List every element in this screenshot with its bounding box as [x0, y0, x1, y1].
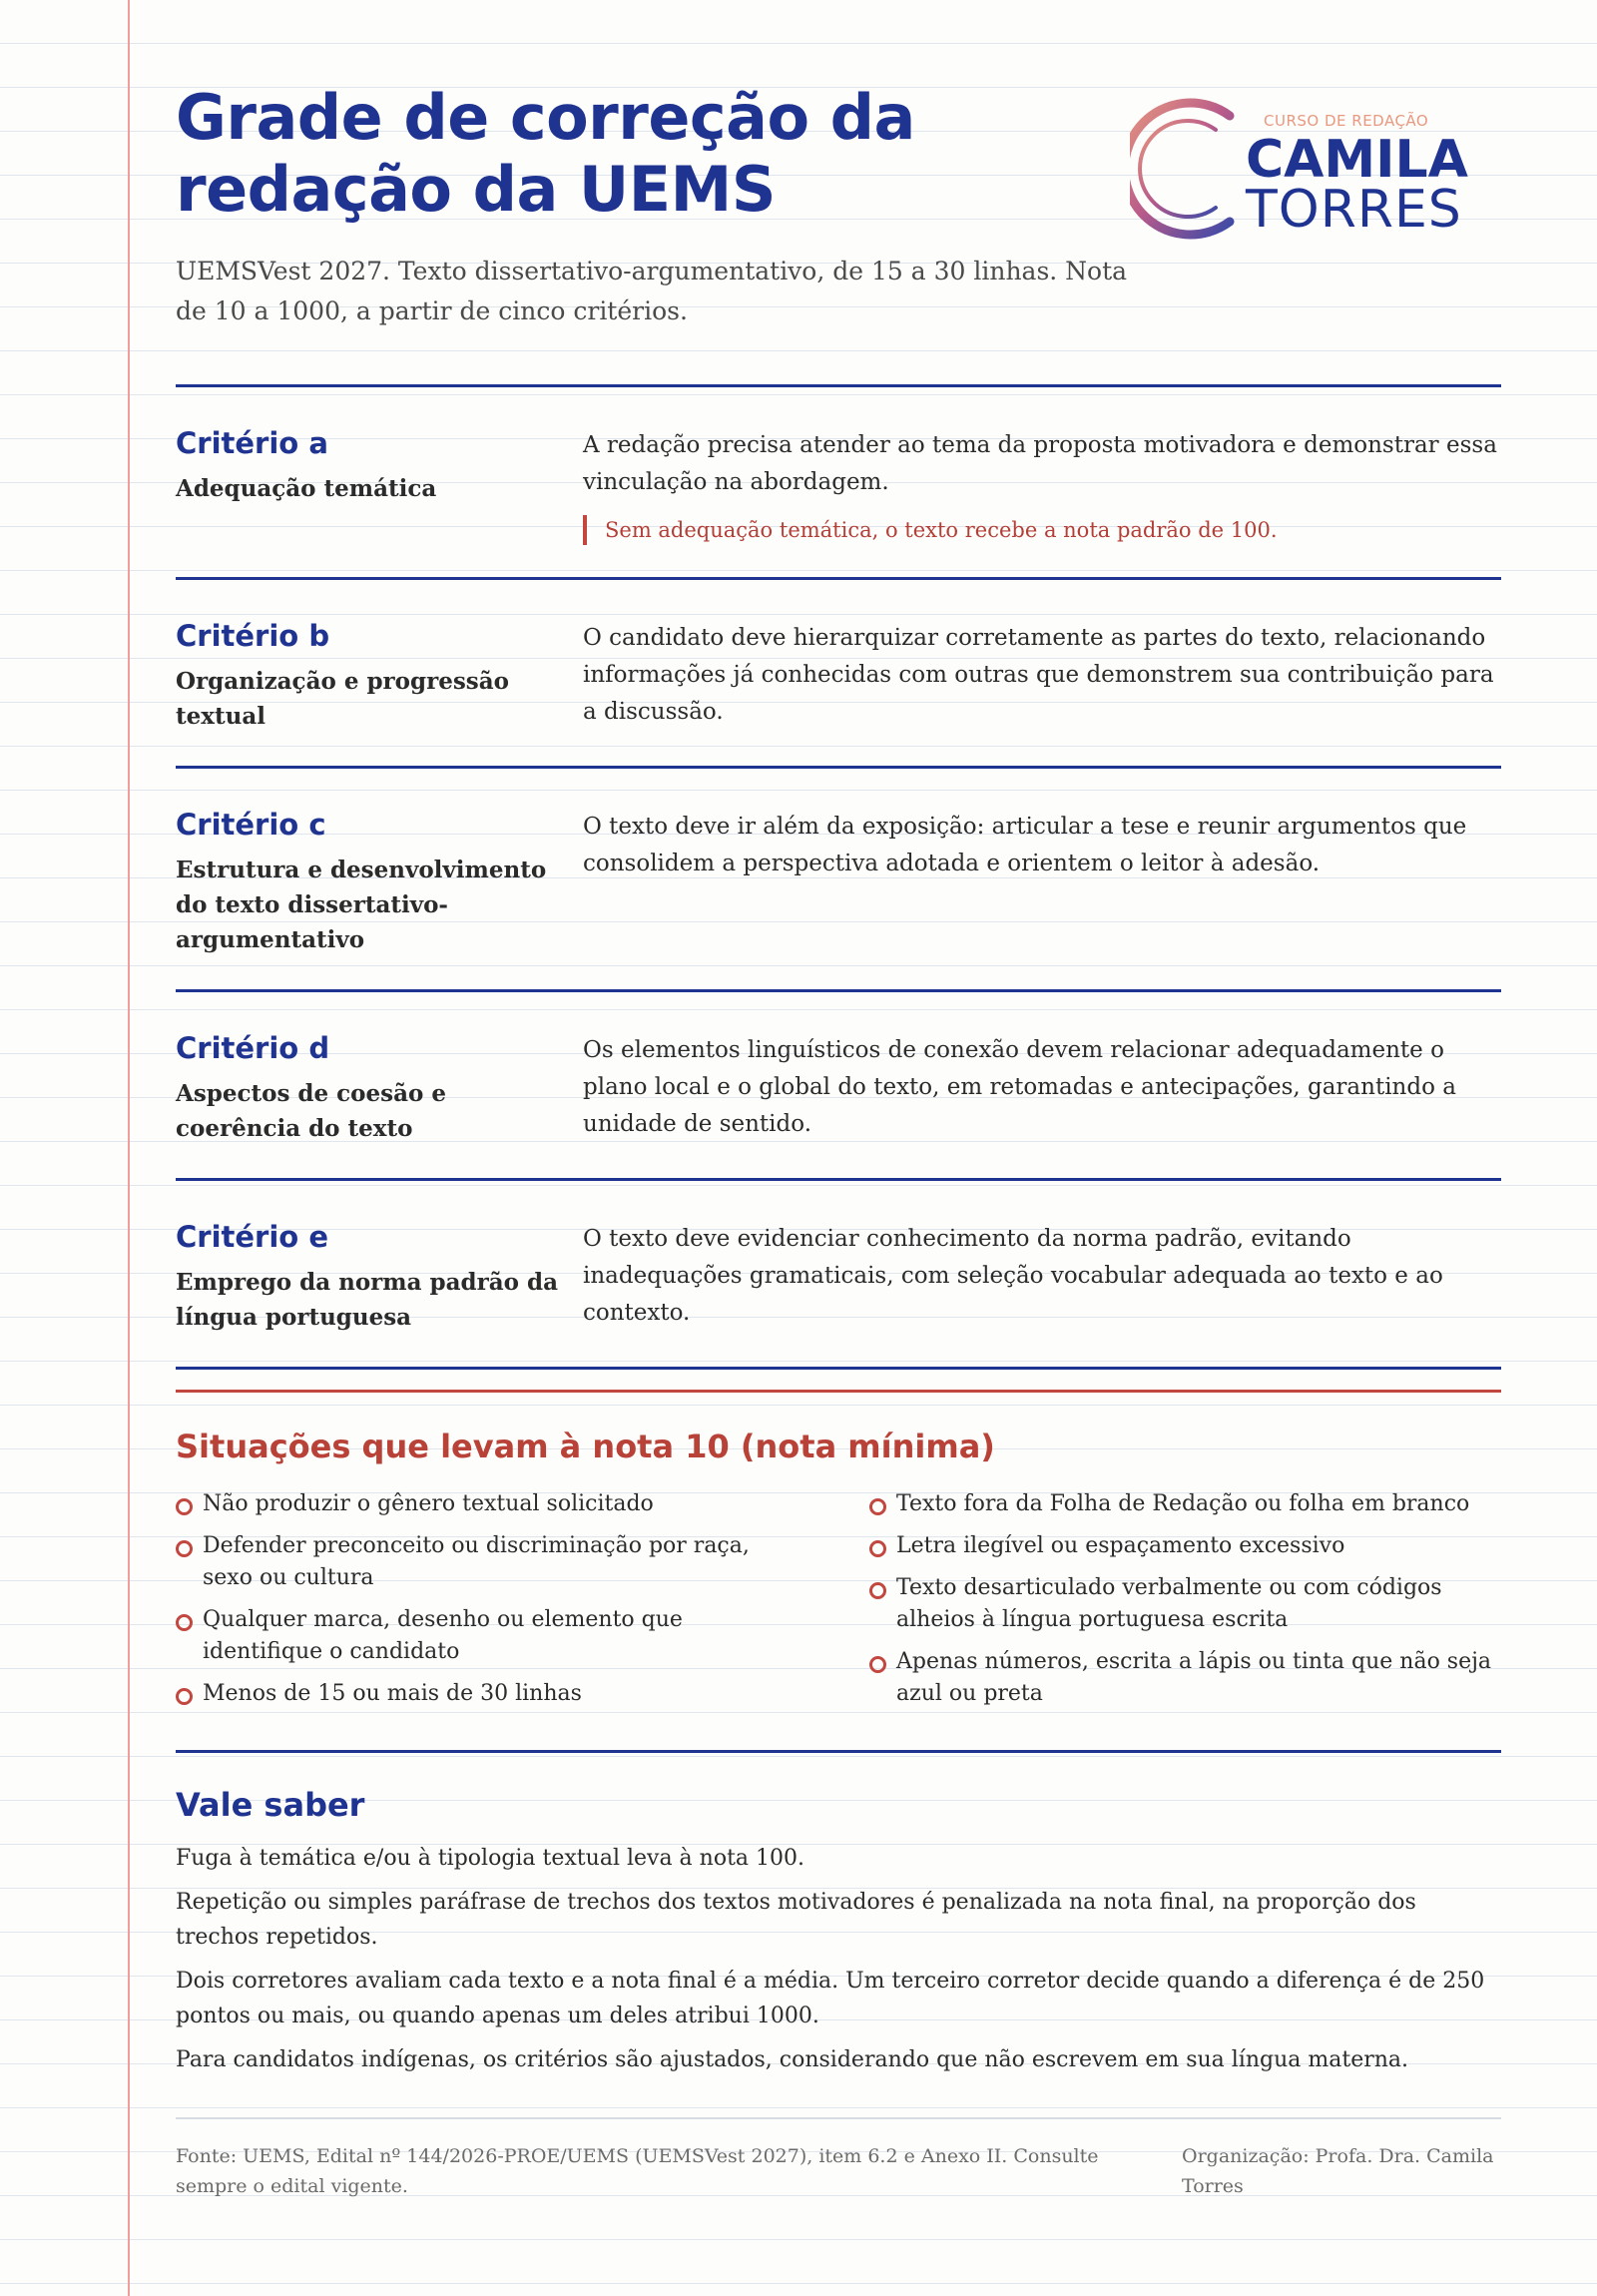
list-item: Defender preconceito ou discriminação por raça, sexo ou cultura	[176, 1530, 779, 1594]
criterion-title: Critério e	[176, 1220, 328, 1254]
circle-bullet-icon	[176, 1498, 193, 1515]
criterion-subtitle: Emprego da norma padrão da língua portuguesa	[176, 1269, 558, 1331]
footer	[176, 2117, 1501, 2201]
page	[176, 0, 1501, 2201]
list-item: Texto fora da Folha de Redação ou folha em branco	[869, 1488, 1501, 1520]
list-item: Menos de 15 ou mais de 30 linhas	[176, 1678, 779, 1710]
criterion-title: Critério c	[176, 808, 326, 842]
circle-bullet-icon	[176, 1614, 193, 1631]
circle-bullet-icon	[176, 1688, 193, 1705]
ct-monogram-icon	[1130, 90, 1246, 248]
list-item: Texto desarticulado verbalmente ou com códigos alheios à língua portuguesa escrita	[869, 1572, 1501, 1636]
page-subtitle: UEMSVest 2027. Texto dissertativo-argumentativo, de 15 a 30 linhas. Nota de 10 a 1000, a partir de cinco critérios.	[176, 257, 1128, 325]
criterion-title: Critério a	[176, 426, 328, 460]
circle-bullet-icon	[176, 1540, 193, 1557]
criterion-description: A redação precisa atender ao tema da proposta motivadora e demonstrar essa vinculação na abordagem.	[583, 432, 1497, 495]
minimum-score-section	[176, 1390, 1501, 1720]
criteria-list	[176, 384, 1501, 1370]
circle-bullet-icon	[869, 1656, 886, 1673]
logo-name-first: CAMILA	[1246, 130, 1468, 190]
list-item: Não produzir o gênero textual solicitado	[176, 1488, 779, 1520]
criterion-note: Sem adequação temática, o texto recebe a nota padrão de 100.	[583, 515, 1501, 545]
criterion-subtitle: Estrutura e desenvolvimento do texto dissertativo-argumentativo	[176, 857, 547, 953]
criterion-subtitle: Aspectos de coesão e coerência do texto	[176, 1080, 446, 1142]
situations-right-column	[838, 1488, 1501, 1720]
info-paragraph: Fuga à temática e/ou à tipologia textual leva à nota 100.	[176, 1846, 805, 1871]
criterion-description: O texto deve ir além da exposição: articular a tese e reunir argumentos que consolidem a perspectiva adotada e orientem o leitor à adesão.	[583, 814, 1467, 876]
criterion-c	[176, 769, 1501, 992]
criterion-subtitle: Organização e progressão textual	[176, 668, 509, 730]
circle-bullet-icon	[869, 1582, 886, 1599]
criterion-subtitle: Adequação temática	[176, 475, 437, 502]
circle-bullet-icon	[869, 1540, 886, 1557]
brand-logo	[1130, 86, 1501, 252]
criterion-e	[176, 1181, 1501, 1370]
situations-left-column	[176, 1488, 838, 1720]
list-item: Letra ilegível ou espaçamento excessivo	[869, 1530, 1501, 1562]
criterion-description: O texto deve evidenciar conhecimento da norma padrão, evitando inadequações gramaticais, com seleção vocabular adequada ao texto e ao contexto.	[583, 1226, 1443, 1326]
criterion-description: O candidato deve hierarquizar corretamente as partes do texto, relacionando informações já conhecidas com outras que demonstrem sua contribuição para a discussão.	[583, 625, 1494, 725]
footer-source: Fonte: UEMS, Edital nº 144/2026-PROE/UEMS (UEMSVest 2027), item 6.2 e Anexo II. Consulte sempre o edital vigente.	[176, 2145, 1099, 2197]
vale-saber-section	[176, 1750, 1501, 2077]
notebook-margin-line	[128, 0, 130, 2296]
section-title: Situações que levam à nota 10 (nota mínima)	[176, 1428, 995, 1465]
criterion-d	[176, 992, 1501, 1181]
info-paragraph: Dois corretores avaliam cada texto e a nota final é a média. Um terceiro corretor decide quando a diferença é de 250 pontos ou mais, ou quando apenas um deles atribui 1000.	[176, 1969, 1485, 2028]
section-title: Vale saber	[176, 1786, 365, 1824]
criterion-b	[176, 580, 1501, 769]
header	[176, 0, 1501, 384]
logo-tagline: CURSO DE REDAÇÃO	[1264, 112, 1429, 130]
criterion-a	[176, 387, 1501, 580]
info-paragraph: Para candidatos indígenas, os critérios são ajustados, considerando que não escrevem em sua língua materna.	[176, 2047, 1409, 2072]
page-title: Grade de correção da redação da UEMS	[176, 81, 915, 226]
list-item: Qualquer marca, desenho ou elemento que identifique o candidato	[176, 1604, 779, 1668]
circle-bullet-icon	[869, 1498, 886, 1515]
list-item: Apenas números, escrita a lápis ou tinta que não seja azul ou preta	[869, 1646, 1501, 1710]
logo-name-last: TORRES	[1246, 180, 1462, 240]
criterion-description: Os elementos linguísticos de conexão devem relacionar adequadamente o plano local e o global do texto, em retomadas e antecipações, garantindo a unidade de sentido.	[583, 1037, 1456, 1137]
footer-organization: Organização: Profa. Dra. Camila Torres	[1182, 2145, 1494, 2197]
criterion-title: Critério d	[176, 1031, 330, 1065]
info-paragraph: Repetição ou simples paráfrase de trechos dos textos motivadores é penalizada na nota final, na proporção dos trechos repetidos.	[176, 1890, 1416, 1950]
criterion-title: Critério b	[176, 619, 330, 653]
